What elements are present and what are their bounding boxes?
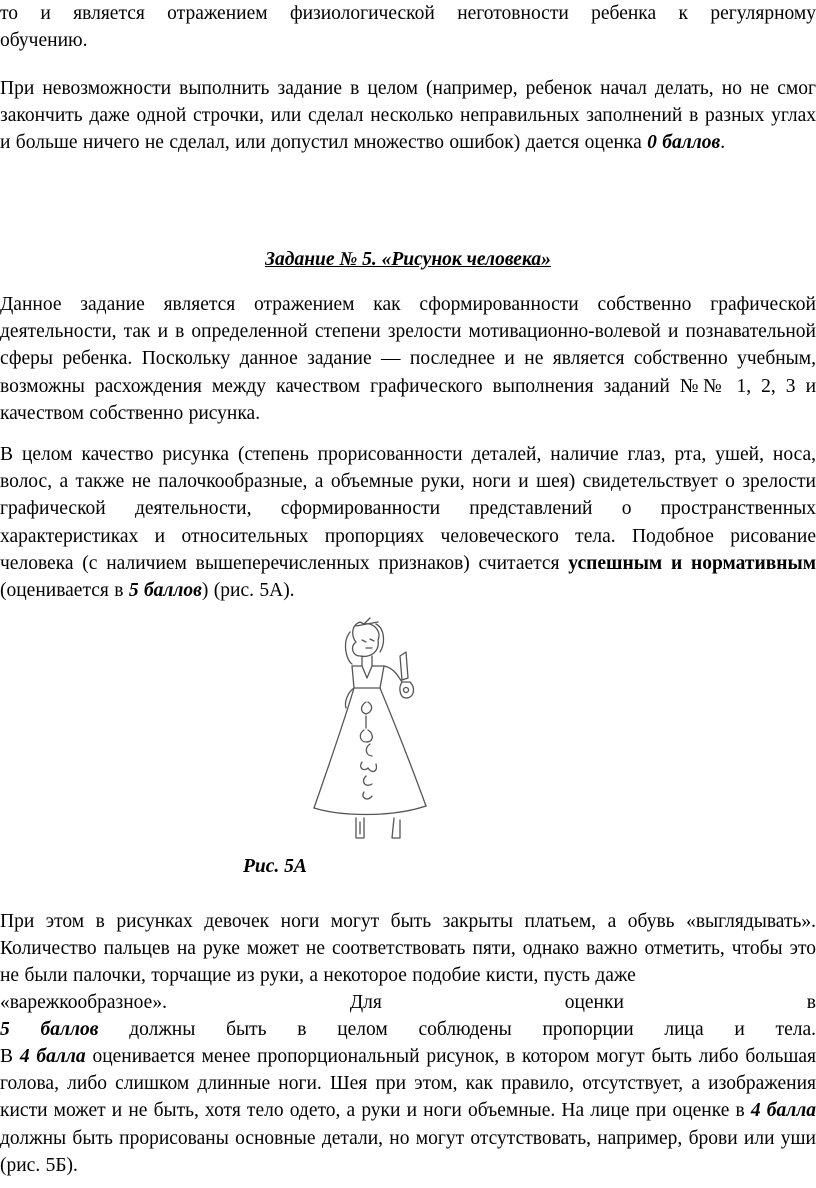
paragraph-task-description: [0, 291, 816, 427]
paragraph-text: В: [0, 1046, 20, 1067]
paragraph-scoring-5-points: [0, 1016, 816, 1043]
paragraph-text: должны быть прорисованы основные детали, но могут отсутствовать, например, брови или уши (рис. 5Б).: [0, 1127, 816, 1176]
paragraph-text: (оценивается в: [0, 580, 129, 602]
paragraph-continuation-line2: [0, 27, 816, 54]
score-emphasis: 4 балла: [750, 1100, 816, 1122]
paragraph-text: обучению.: [0, 30, 88, 51]
paragraph-continuation-line1: [0, 0, 816, 27]
paragraph-text: В целом качество рисунка (степень прорисованности деталей, наличие глаз, рта, ушей, носа, волос, а также не палочкообразные, а объемные руки, ноги и шея) свидетельствует о зрелости графической деятельности, сформированности представлений о пространственных характеристиках и относительных пропорциях человеческого тела. Подобное рисование человека (с наличием вышеперечисленных признаков) считается: [0, 444, 816, 574]
score-emphasis: 4 балла: [19, 1046, 86, 1067]
score-emphasis: 0 баллов: [647, 132, 721, 154]
paragraph-text: оценивается менее пропорциональный рисунок, в котором могут быть либо большая голова, либо слишком длинные ноги. Шея при этом, как правило, отсутствует, а изображения кисти может и не быть, хотя тело одето, а руки и ноги объемные. На лице при оценке в: [0, 1046, 816, 1122]
bold-phrase: успешным и нормативным: [568, 552, 816, 574]
paragraph-zero-score: [0, 75, 816, 157]
task-title: Задание № 5. «Рисунок человека»: [265, 249, 551, 270]
paragraph-text: Данное задание является отражением как сформированности собственно графической деятельности, так и в определенной степени зрелости мотивационно-волевой и познавательной сферы ребенка. Поскольку данное задание — последнее и не является собственно учебным, возможны расхождения между качеством графического выполнения заданий №№ 1, 2, 3 и качеством собственно рисунка.: [0, 294, 816, 424]
paragraph-text: то и является отражением физиологической неготовности ребенка к регулярному: [0, 3, 816, 24]
paragraph-text: .: [720, 132, 726, 154]
figure-caption: Рис. 5А: [243, 856, 307, 877]
paragraph-text: ) (рис. 5А).: [201, 580, 295, 602]
paragraph-text: При невозможности выполнить задание в целом (например, ребенок начал делать, но не смог закончить даже одной строчки, или сделал несколько неправильных заполнений в разных углах и больше ничего не сделал, или допустил множество ошибок) дается оценка: [0, 78, 816, 154]
child-drawing-figure: [290, 612, 450, 848]
paragraph-text: При этом в рисунках девочек ноги могут быть закрыты платьем, а обувь «выглядывать». Количество пальцев на руке может не соответствовать пяти, однако важно отметить, чтобы это не были палочки, торчащие из руки, а некоторое подобие кисти, пусть даже: [0, 911, 816, 987]
paragraph-quality: [0, 441, 816, 604]
paragraph-scoring-4-points: [0, 1043, 816, 1179]
paragraph-scoring-line-justified: [0, 989, 816, 1016]
score-emphasis: 5 баллов: [128, 580, 202, 602]
score-emphasis: 5 баллов: [0, 1019, 99, 1040]
paragraph-scoring-details: [0, 908, 816, 990]
paragraph-text: должны быть в целом соблюдены пропорции лица и тела.: [98, 1019, 816, 1040]
paragraph-text: «варежкообразное». Для оценки в: [0, 992, 816, 1013]
